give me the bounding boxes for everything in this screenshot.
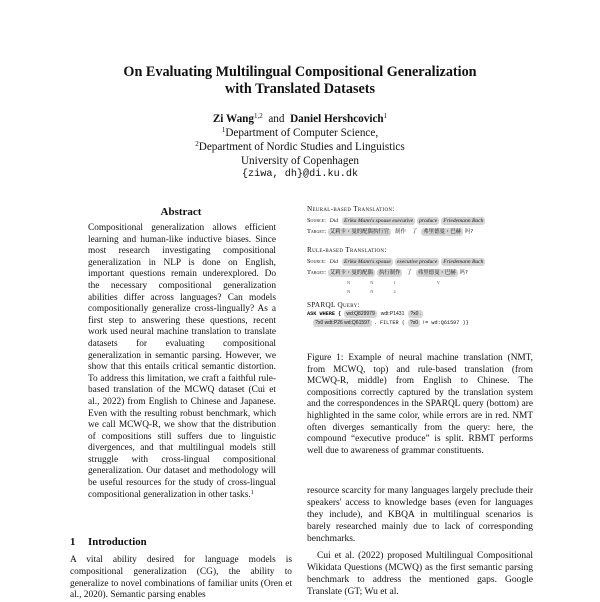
affiliation-1: $^1$Department of Computer Science, — [221, 126, 379, 139]
affiliation-2: $^2$Department of Nordic Studies and Linguistics — [195, 140, 405, 153]
affiliation-3: University of Copenhagen — [240, 155, 360, 167]
paper-title — [0, 64, 600, 98]
author-block — [0, 112, 600, 182]
author-2: Daniel Hershcovich — [290, 113, 384, 125]
nmt-source-row: Source: Did Erika Mann's spouse executive produce Friedemann Bach — [307, 217, 484, 224]
author-1-sup: 1,2 — [254, 112, 263, 120]
introduction-text: A vital ability desired for language models is compositional generalization (CG), the ability to generalize to novel combinations of familiar units (Oren et al., 2020). Semantic parsing enables — [70, 555, 292, 601]
nmt-src-spouse: Erika Mann's spouse executive — [344, 218, 414, 224]
nmt-target-row: Target: 艾莉卡・曼的配偶执行官 制作 了 弗里德曼・巴赫 吗? — [307, 228, 474, 235]
section-heading-introduction: 1 Introduction — [70, 536, 147, 548]
rbt-title: Rule-based Translation: — [307, 246, 387, 254]
rbt-constituent-labels: NN1 V NN2 — [347, 280, 460, 294]
author-and: and — [268, 113, 285, 125]
right-column-text — [307, 485, 533, 598]
abstract-heading: Abstract — [160, 206, 202, 218]
title-line-2: with Translated Datasets — [224, 81, 376, 97]
footnote-mark[interactable]: 1 — [250, 489, 254, 496]
nmt-src-film: Friedemann Bach — [443, 218, 484, 224]
author-email[interactable]: {ziwa, dh}@di.ku.dk — [241, 169, 359, 180]
rbt-target-row: Target: 艾莉卡・曼的配偶 执行制作 了 弗里德曼・巴赫 吗? — [307, 269, 468, 276]
title-line-1: On Evaluating Multilingual Compositional Generalization — [123, 64, 477, 80]
abstract-text: Compositional generalization allows efficient learning and human-like inductive biases. Since most research investigating compositional generalization in NLP is done on English, important questions remain underexplored. Do the necessary compositional generalization abilities differ across languages? Can models compositionally generalize cross-lingually? As a first step to answering these questions, recent work used neural machine translation to translate datasets for evaluating compositional generalization in semantic parsing. However, we show that this entails critical semantic distortion. To address this limitation, we craft a faithful rule-based translation of the MCWQ dataset (Cui et al., 2022) from English to Chinese and Japanese. Even with the resulting robust benchmark, which we call MCWQ-R, we show that the distribution of compositions still suffers due to linguistic divergences, and that multilingual models still struggle with cross-lingual compositional generalization. Our dataset and methodology will be useful resources for the study of cross-lingual compositional generalization in other tasks.$^1$ — [88, 223, 276, 500]
sparql-title: SPARQL Query: — [307, 301, 360, 309]
nmt-src-produce: produce — [419, 218, 438, 224]
right-paragraph-2: Cui et al. (2022) proposed Multilingual Compositional Wikidata Questions (MCWQ) as the first semantic parsing benchmark to address the mentioned gaps. Google Translate (GT; Wu et al. — [307, 551, 533, 597]
author-1: Zi Wang — [212, 113, 254, 125]
rbt-source-row: Source: Did Erika Mann's spouse executive produce Friedemann Bach — [307, 258, 484, 265]
author-2-sup: 1 — [383, 112, 388, 120]
figure-1 — [307, 205, 533, 328]
figure-1-caption: Figure 1: Example of neural machine translation (NMT, from MCWQ, top) and rule-based translation (from MCWQ-R, middle) from English to Chinese. The compositions correctly captured by the translation system and the correspondences in the SPARQL query (bottom) are highlighted in the same color, while errors are in red. NMT often diverges semantically from the query: here, the compound “executive produce” is split. RBMT performs well due to awareness of grammar constituents. — [307, 353, 533, 456]
sparql-line-1: ASK WHERE { wd:Q829979 wdt:P1431 ?x0 . — [307, 311, 422, 317]
author-names — [0, 112, 600, 126]
sparql-line-2: ?x0 wdt:P26 wd:Q61597 . FILTER ( ?x0 != wd:Q61597 )} — [315, 320, 469, 326]
right-paragraph-1: resource scarcity for many languages largely preclude their speakers' access to knowledge bases (even for languages they include), and KBQA in multilingual scenarios is barely researched mainly due to lack of corresponding benchmarks. — [307, 486, 533, 544]
nmt-title: Neural-based Translation: — [307, 205, 395, 213]
